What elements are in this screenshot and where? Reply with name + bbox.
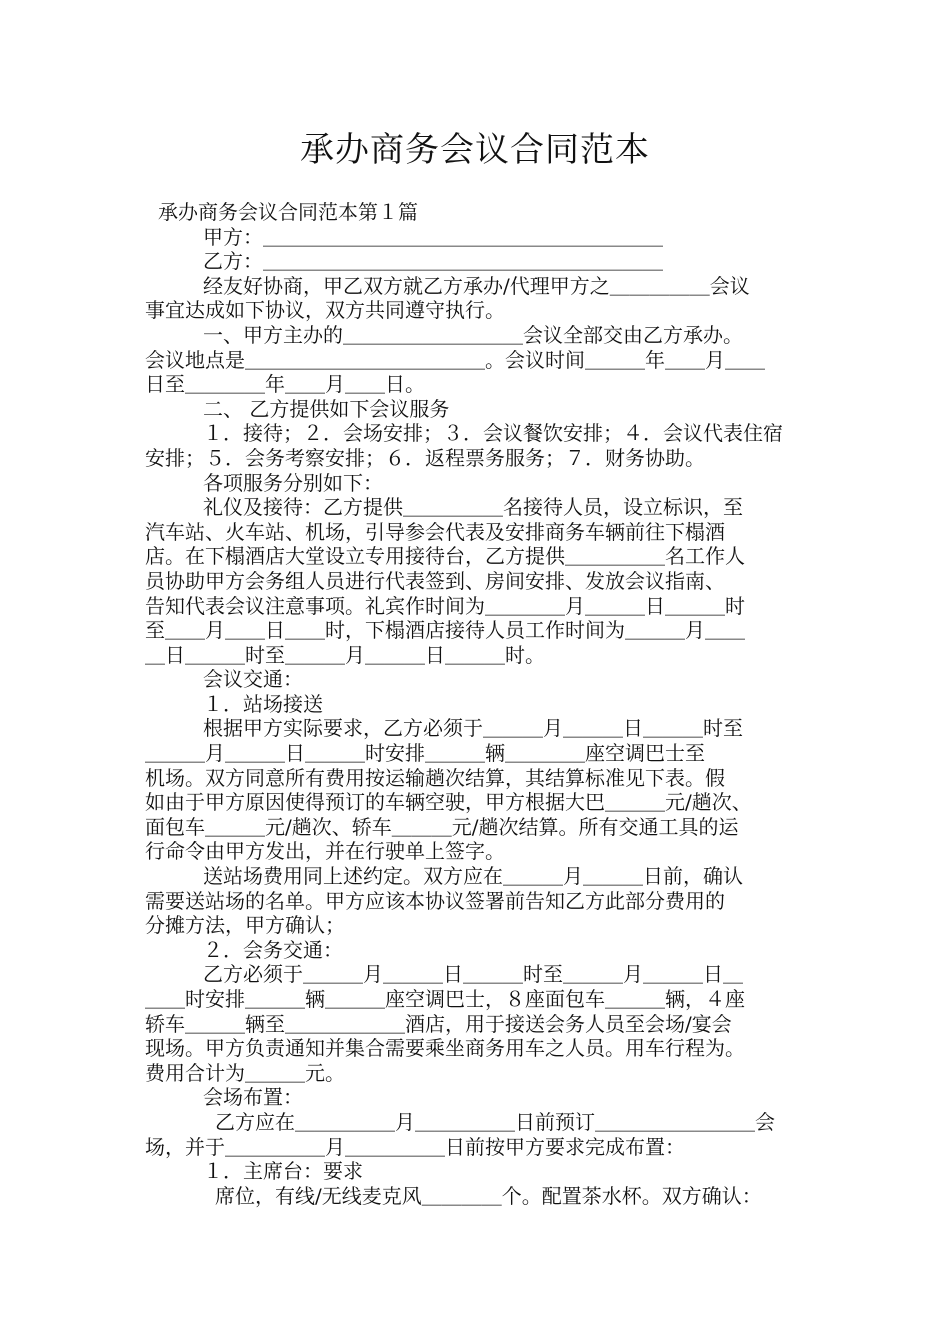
paragraph-line: 事宜达成如下协议，双方共同遵守执行。 [145,298,505,323]
paragraph-line: 送站场费用同上述约定。双方应在＿＿＿月＿＿＿日前，确认 [203,864,743,889]
paragraph-line: 面包车＿＿＿元/趟次、轿车＿＿＿元/趟次结算。所有交通工具的运 [145,814,739,839]
paragraph-line: 汽车站、火车站、机场，引导参会代表及安排商务车辆前往下榻酒 [145,519,725,544]
paragraph-line: 根据甲方实际要求，乙方必须于＿＿＿月＿＿＿日＿＿＿时至 [203,716,743,741]
paragraph-line: 席位，有线/无线麦克风＿＿＿＿个。配置茶水杯。双方确认： [215,1183,762,1208]
paragraph-line: 日至＿＿＿＿年＿＿月＿＿日。 [145,372,425,397]
paragraph-line: 乙方应在＿＿＿＿＿月＿＿＿＿＿日前预订＿＿＿＿＿＿＿＿会 [215,1109,775,1134]
paragraph-line: 经友好协商，甲乙双方就乙方承办/代理甲方之＿＿＿＿＿会议 [203,273,750,298]
paragraph-line: 会议地点是＿＿＿＿＿＿＿＿＿＿＿＿。会议时间＿＿＿年＿＿月＿＿ [145,347,765,372]
paragraph-line: 承办商务会议合同范本第１篇 [158,200,418,224]
paragraph-line: 礼仪及接待：乙方提供＿＿＿＿＿名接待人员，设立标识，至 [203,495,743,520]
paragraph-line: 场，并于＿＿＿＿＿月＿＿＿＿＿日前按甲方要求完成布置： [145,1134,685,1159]
document-body [145,200,845,1208]
paragraph-line: １．主席台：要求 [203,1159,363,1184]
document-title: 承办商务会议合同范本 [300,130,650,170]
paragraph-line: 店。在下榻酒店大堂设立专用接待台，乙方提供＿＿＿＿＿名工作人 [145,544,745,569]
paragraph-line: ２．会务交通： [203,937,343,962]
paragraph-line: 各项服务分别如下： [203,470,383,495]
paragraph-line: 会场布置： [203,1085,303,1110]
paragraph-line: 乙方：＿＿＿＿＿＿＿＿＿＿＿＿＿＿＿＿＿＿＿＿ [203,249,663,274]
paragraph-line: ＿＿时安排＿＿＿辆＿＿＿座空调巴士，８座面包车＿＿＿辆，４座 [145,987,745,1011]
paragraph-line: 告知代表会议注意事项。礼宾作时间为＿＿＿＿月＿＿＿日＿＿＿时 [145,593,745,618]
paragraph-line: 行命令由甲方发出，并在行驶单上签字。 [145,839,505,864]
paragraph-line: １．站场接送 [203,691,323,716]
paragraph-line: 费用合计为＿＿＿元。 [145,1060,345,1085]
paragraph-line: 机场。双方同意所有费用按运输趟次结算，其结算标准见下表。假 [145,765,725,790]
paragraph-line: 轿车＿＿＿辆至＿＿＿＿＿＿酒店，用于接送会务人员至会场/宴会 [145,1011,732,1036]
paragraph-line: 员协助甲方会务组人员进行代表签到、房间安排、发放会议指南、 [145,568,725,593]
paragraph-line: 二、 乙方提供如下会议服务 [203,396,450,421]
paragraph-line: 如由于甲方原因使得预订的车辆空驶，甲方根据大巴＿＿＿元/趟次、 [145,790,752,815]
paragraph-line: 现场。甲方负责通知并集合需要乘坐商务用车之人员。用车行程为。 [145,1036,745,1061]
paragraph-line: 安排；５．会务考察安排；６．返程票务服务；７．财务协助。 [145,445,705,470]
paragraph-line: 乙方必须于＿＿＿月＿＿＿日＿＿＿时至＿＿＿月＿＿＿日＿ [203,962,743,987]
paragraph-line: 一、甲方主办的＿＿＿＿＿＿＿＿＿会议全部交由乙方承办。 [203,322,743,347]
paragraph-line: ＿日＿＿＿时至＿＿＿月＿＿＿日＿＿＿时。 [145,642,545,667]
paragraph-line: 需要送站场的名单。甲方应该本协议签署前告知乙方此部分费用的 [145,888,725,913]
paragraph-line: 分摊方法，甲方确认； [145,913,345,938]
paragraph-line: １．接待；２．会场安排；３．会议餐饮安排；４．会议代表住宿 [203,421,783,446]
paragraph-line: 甲方：＿＿＿＿＿＿＿＿＿＿＿＿＿＿＿＿＿＿＿＿ [203,224,663,249]
paragraph-line: 会议交通： [203,667,303,692]
paragraph-line: 至＿＿月＿＿日＿＿时，下榻酒店接待人员工作时间为＿＿＿月＿＿ [145,618,745,643]
paragraph-line: ＿＿＿月＿＿＿日＿＿＿时安排＿＿＿辆＿＿＿＿座空调巴士至 [145,741,705,766]
